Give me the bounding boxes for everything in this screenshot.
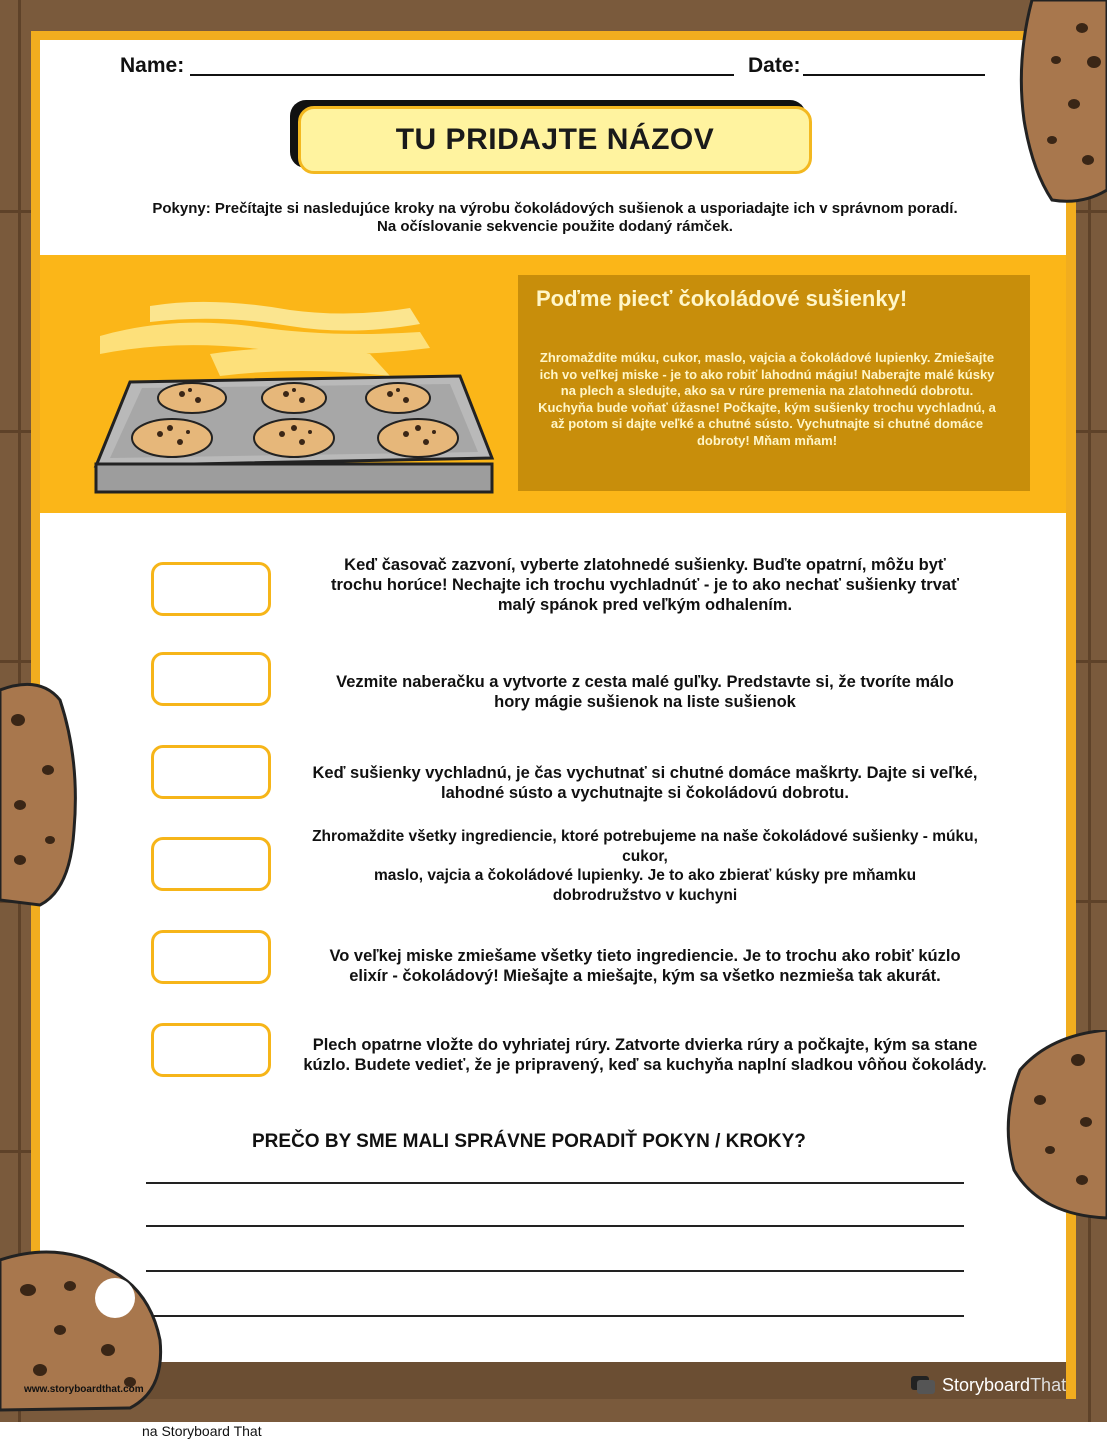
answer-line-2[interactable] bbox=[146, 1225, 964, 1227]
answer-line-1[interactable] bbox=[146, 1182, 964, 1184]
step-number-box-2[interactable] bbox=[151, 652, 271, 706]
reflection-question: PREČO BY SME MALI SPRÁVNE PORADIŤ POKYN / KROKY? bbox=[252, 1131, 806, 1152]
site-url: www.storyboardthat.com bbox=[24, 1384, 144, 1395]
name-label: Name: bbox=[120, 54, 185, 77]
step-number-box-5[interactable] bbox=[151, 930, 271, 984]
answer-line-3[interactable] bbox=[146, 1270, 964, 1272]
name-line[interactable] bbox=[190, 74, 734, 76]
cookie-right-icon bbox=[1000, 1030, 1107, 1220]
date-label: Date: bbox=[748, 54, 801, 77]
brand-main: Storyboard bbox=[942, 1374, 1031, 1395]
instructions bbox=[120, 200, 990, 236]
storyboardthat-logo bbox=[910, 1374, 1066, 1396]
instructions-line-1: Pokyny: Prečítajte si nasledujúce kroky na výrobu čokoládových sušienok a usporiadajte ich v správnom poradí. bbox=[152, 200, 958, 217]
step-text-6: Plech opatrne vložte do vyhriatej rúry. Zatvorte dvierka rúry a počkajte, kým sa stane kúzlo. Budete vedieť, že je pripravený, keď sa kuchyňa naplní sladkou vôňou čokolády. bbox=[303, 1036, 987, 1074]
step-text-5: Vo veľkej miske zmiešame všetky tieto ingrediencie. Je to trochu ako robiť kúzlo elixír - čokoládový! Miešajte a miešajte, kým sa všetko nezmieša tak akurát. bbox=[329, 947, 961, 985]
step-number-box-3[interactable] bbox=[151, 745, 271, 799]
speech-bubble-icon bbox=[910, 1374, 936, 1396]
brand-suffix: That bbox=[1030, 1374, 1067, 1395]
step-number-box-1[interactable] bbox=[151, 562, 271, 616]
info-body: Zhromaždite múku, cukor, maslo, vajcia a čokoládové lupienky. Zmiešajte ich vo veľkej miske - je to ako robiť lahodnú mágiu! Naberajte malé kúsky na plech a sledujte, ako sa v rúre premenia na zlatohnedú dobrotu. Kuchyňa bude voňať úžasne! Počkajte, kým sušienky trochu vychladnú, a až potom si dajte veľké a chutné sústo. Vychutnajte si chutné domáce dobroty! Mňam mňam! bbox=[538, 350, 996, 448]
step-number-box-6[interactable] bbox=[151, 1023, 271, 1077]
cookie-left-icon bbox=[0, 680, 80, 910]
step-text-2: Vezmite naberačku a vytvorte z cesta malé guľky. Predstavte si, že tvoríte málo hory mágie sušienok na liste sušienok bbox=[336, 673, 954, 711]
step-text-3: Keď sušienky vychladnú, je čas vychutnať si chutné domáce maškrty. Dajte si veľké, lahodné sústo a vychutnajte si čokoládovú dobrotu. bbox=[312, 764, 978, 802]
answer-line-4[interactable] bbox=[146, 1315, 964, 1317]
cookie-top-right-icon bbox=[1012, 0, 1107, 210]
page-title: TU PRIDAJTE NÁZOV bbox=[395, 123, 715, 156]
credit-text: na Storyboard That bbox=[142, 1423, 262, 1439]
info-heading: Poďme piecť čokoládové sušienky! bbox=[536, 286, 908, 311]
step-text-1: Keď časovač zazvoní, vyberte zlatohnedé sušienky. Buďte opatrní, môžu byť trochu horúce! Nechajte ich trochu vychladnúť - je to ako nechať sušienky trvať malý spánok pred veľkým odhalením. bbox=[331, 556, 959, 614]
step-text-4: Zhromaždite všetky ingrediencie, ktoré potrebujeme na naše čokoládové sušienky - múku, cukor, maslo, vajcia a čokoládové lupienky. Je to ako zbierať kúsky pre mňamku dobrodružstvo v kuchyni bbox=[312, 828, 978, 904]
instructions-line-2: Na očíslovanie sekvencie použite dodaný rámček. bbox=[377, 218, 733, 235]
title-box[interactable] bbox=[298, 106, 812, 174]
cookie-tray-illustration bbox=[90, 296, 500, 501]
step-number-box-4[interactable] bbox=[151, 837, 271, 891]
date-line[interactable] bbox=[803, 74, 985, 76]
